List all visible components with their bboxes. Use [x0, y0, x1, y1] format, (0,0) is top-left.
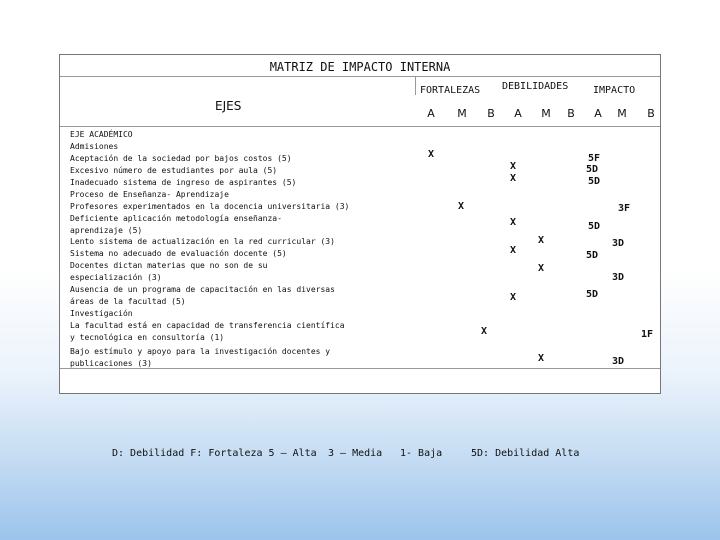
impact-mark: 5D	[586, 289, 599, 300]
grid-line	[60, 126, 660, 127]
impact-mark: 5F	[588, 153, 601, 164]
impact-mark: 1F	[641, 329, 654, 340]
table-row: Aceptación de la sociedad por bajos costos (5)	[70, 154, 292, 163]
subsection-heading: Admisiones	[70, 142, 119, 151]
grid-line	[415, 76, 416, 95]
column-header: B	[647, 107, 655, 120]
x-mark: X	[481, 326, 488, 337]
table-row: especialización (3)	[70, 273, 162, 282]
legend-media: 3 – Media	[328, 448, 383, 459]
column-header: M	[617, 107, 627, 120]
debilidades-header: DEBILIDADES	[502, 81, 569, 92]
table-row: Inadecuado sistema de ingreso de aspirantes (5)	[70, 178, 297, 187]
table-row: Lento sistema de actualización en la red curricular (3)	[70, 237, 335, 246]
column-header: M	[541, 107, 551, 120]
table-row: Sistema no adecuado de evaluación docente (5)	[70, 249, 287, 258]
column-header: A	[514, 107, 522, 120]
matrix-title: MATRIZ DE IMPACTO INTERNA	[269, 60, 451, 74]
table-row: áreas de la facultad (5)	[70, 297, 186, 306]
x-mark: X	[510, 217, 517, 228]
table-row: aprendizaje (5)	[70, 226, 143, 235]
x-mark: X	[428, 149, 435, 160]
x-mark: X	[510, 292, 517, 303]
table-row: Ausencia de un programa de capacitación en las diversas	[70, 285, 335, 294]
section-heading: EJE ACADÉMICO	[70, 130, 133, 139]
x-mark: X	[538, 263, 545, 274]
column-header: B	[487, 107, 495, 120]
column-header: A	[427, 107, 435, 120]
impact-mark: 3D	[612, 238, 625, 249]
ejes-header: EJES	[215, 99, 242, 113]
subsection-heading: Proceso de Enseñanza- Aprendizaje	[70, 190, 229, 199]
table-row: publicaciones (3)	[70, 359, 152, 368]
impact-mark: 5D	[586, 164, 599, 175]
subsection-heading: Investigación	[70, 309, 133, 318]
table-row: Excesivo número de estudiantes por aula (5)	[70, 166, 278, 175]
impact-matrix-table	[59, 54, 661, 394]
table-row: La facultad está en capacidad de transferencia científica	[70, 321, 345, 330]
legend-alta: 5D: Debilidad Alta	[471, 448, 580, 459]
impact-mark: 3F	[618, 203, 631, 214]
impact-mark: 3D	[612, 356, 625, 367]
impact-mark: 3D	[612, 272, 625, 283]
table-row: Deficiente aplicación metodología enseñanza-	[70, 214, 282, 223]
x-mark: X	[538, 353, 545, 364]
x-mark: X	[510, 173, 517, 184]
impact-mark: 5D	[586, 250, 599, 261]
impact-mark: 5D	[588, 221, 601, 232]
x-mark: X	[458, 201, 465, 212]
table-row: Docentes dictan materias que no son de su	[70, 261, 268, 270]
table-row: Bajo estímulo y apoyo para la investigación docentes y	[70, 347, 331, 356]
impact-mark: 5D	[588, 176, 601, 187]
legend-baja: 1- Baja	[400, 448, 443, 459]
impacto-header: IMPACTO	[593, 85, 636, 96]
x-mark: X	[538, 235, 545, 246]
legend-definitions: D: Debilidad F: Fortaleza 5 – Alta	[112, 448, 317, 459]
table-row: y tecnológica en consultoría (1)	[70, 333, 225, 342]
column-header: B	[567, 107, 575, 120]
column-header: A	[594, 107, 602, 120]
column-header: M	[457, 107, 467, 120]
x-mark: X	[510, 245, 517, 256]
x-mark: X	[510, 161, 517, 172]
fortalezas-header: FORTALEZAS	[420, 85, 481, 96]
table-row: Profesores experimentados en la docencia universitaria (3)	[70, 202, 350, 211]
grid-line	[60, 76, 660, 77]
